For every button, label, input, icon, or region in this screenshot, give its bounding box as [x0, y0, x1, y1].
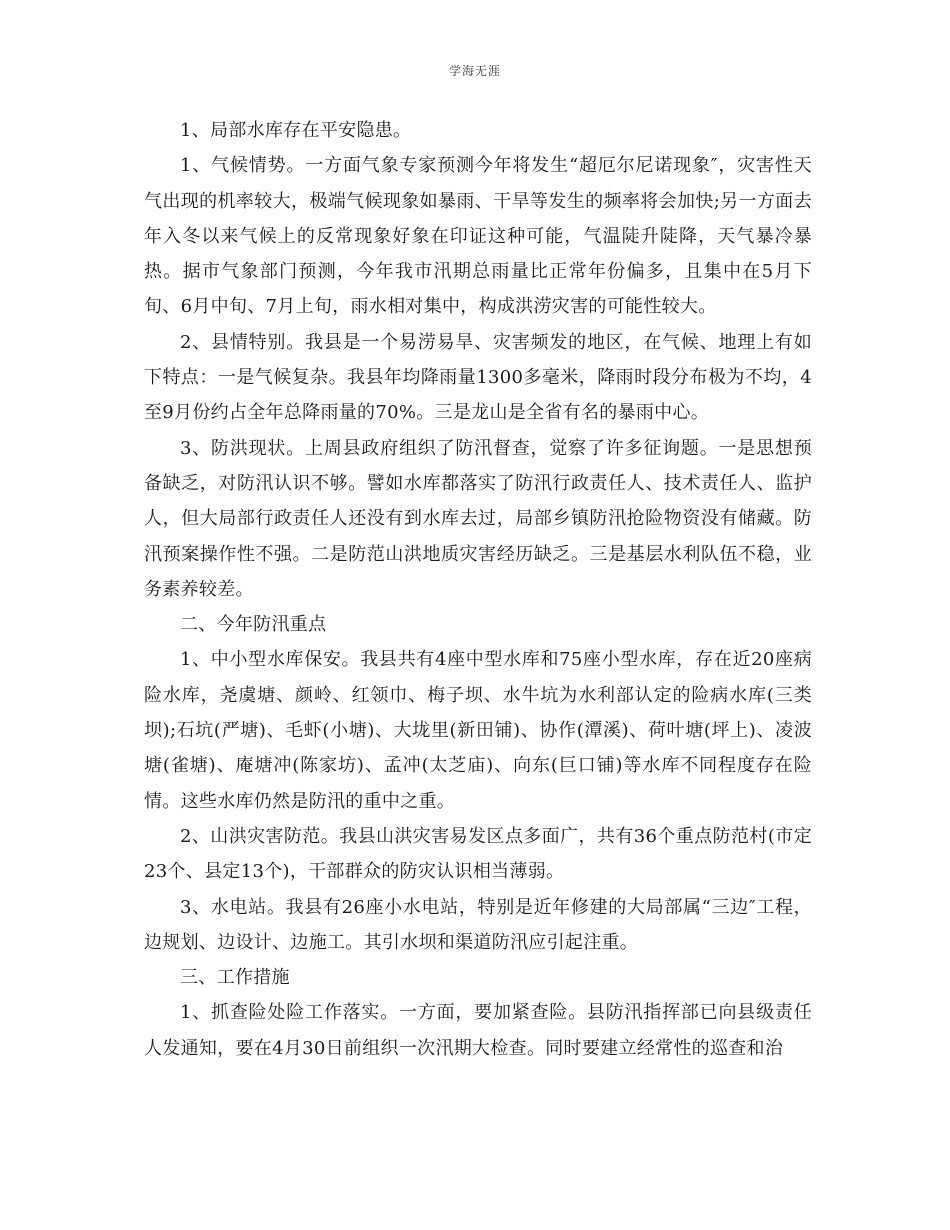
section-heading-3: 三、工作措施: [180, 967, 290, 989]
paragraph-2: 1、气候情势。一方面气象专家预测今年将发生“超厄尔尼诺现象″，灾害性天气出现的机率较大，极端气候现象如暴雨、干旱等发生的频率将会加快;另一方面去年入冬以来气候上的反常现象好象在印证这种可能，气温陡升陡降，天气暴冷暴热。据市气象部门预测，今年我市汛期总雨量比正常年份偏多，且集中在5月下旬、6月中旬、7月上旬，雨水相对集中，构成洪涝灾害的可能性较大。: [144, 155, 812, 318]
paragraph-7: 3、水电站。我县有26座小水电站，特别是近年修建的大局部属“三边″工程，边规划、边设计、边施工。其引水坝和渠道防汛应引起注重。: [144, 896, 812, 953]
section-heading-2: 二、今年防汛重点: [180, 614, 327, 636]
document-body: [144, 113, 812, 1066]
paragraph-3: 2、县情特别。我县是一个易涝易旱、灾害频发的地区，在气候、地理上有如下特点：一是气候复杂。我县年均降雨量1300多毫米，降雨时段分布极为不均，4至9月份约占全年总降雨量的70%。三是龙山是全省有名的暴雨中心。: [144, 331, 812, 424]
paragraph-5: 1、中小型水库保安。我县共有4座中型水库和75座小型水库，存在近20座病险水库，尧虞塘、颜岭、红领巾、梅子坝、水牛坑为水利部认定的险病水库(三类坝);石坑(严塘)、毛虾(小塘)、大垅里(新田铺)、协作(潭溪)、荷叶塘(坪上)、凌波塘(雀塘)、庵塘冲(陈家坊)、孟冲(太芝庙)、向东(巨口铺)等水库不同程度存在险情。这些水库仍然是防汛的重中之重。: [144, 649, 812, 812]
paragraph-6: 2、山洪灾害防范。我县山洪灾害易发区点多面广，共有36个重点防范村(市定23个、县定13个)，干部群众的防灾认识相当薄弱。: [144, 825, 812, 883]
paragraph-8: 1、抓查险处险工作落实。一方面，要加紧查险。县防汛指挥部已向县级责任人发通知，要在4月30日前组织一次汛期大检查。同时要建立经常性的巡查和治: [144, 1002, 812, 1059]
paragraph-4: 3、防洪现状。上周县政府组织了防汛督查，觉察了许多征询题。一是思想预备缺乏，对防汛认识不够。譬如水库都落实了防汛行政责任人、技术责任人、监护人，但大局部行政责任人还没有到水库去过，局部乡镇防汛抢险物资没有储藏。防汛预案操作性不强。二是防范山洪地质灾害经历缺乏。三是基层水利队伍不稳，业务素养较差。: [144, 437, 812, 600]
paragraph-1: 1、局部水库存在平安隐患。: [180, 120, 412, 141]
page-header: 学海无涯: [448, 64, 501, 78]
